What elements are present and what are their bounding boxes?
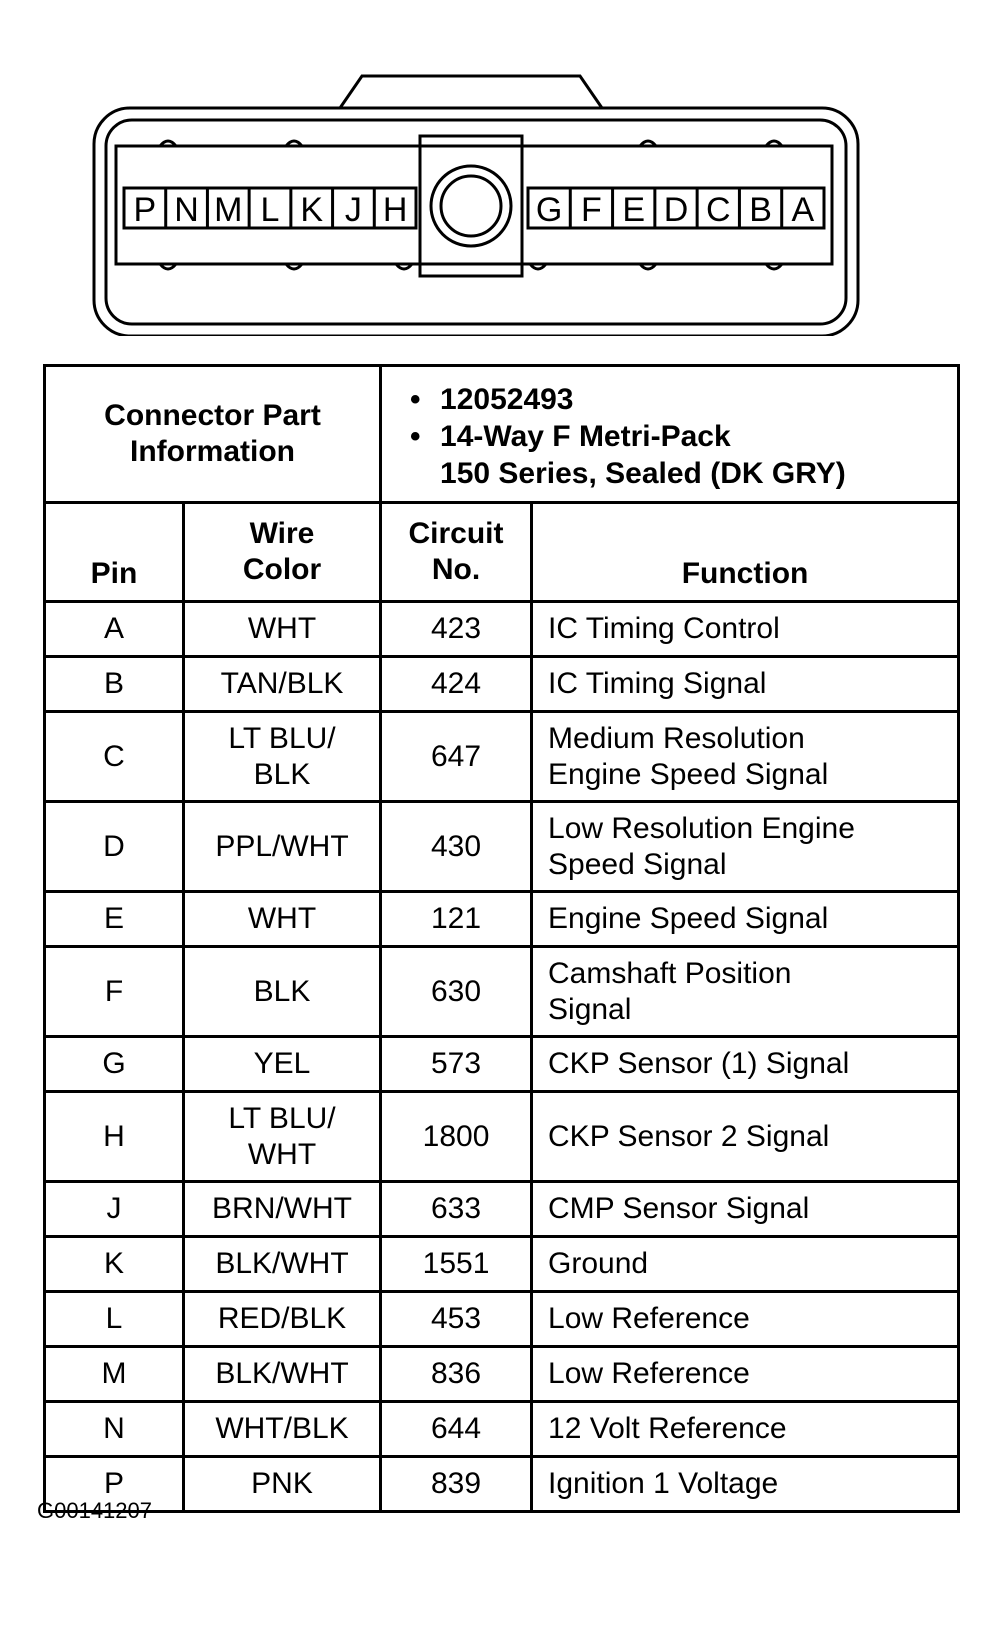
function-cell — [532, 1037, 959, 1092]
function-text: 12 Volt Reference — [548, 1412, 787, 1445]
pin-cell: M — [45, 1347, 184, 1402]
header-wire-color-line1: Wire — [249, 517, 315, 550]
wire-color-cell — [184, 1402, 381, 1457]
pin-cavity-label: L — [260, 191, 280, 229]
circuit-cell: 424 — [381, 657, 532, 712]
pin-cavity-label: G — [535, 191, 563, 229]
function-text: Medium Resolution — [548, 721, 805, 755]
pin-cavity-label: M — [214, 191, 243, 229]
function-cell — [532, 657, 959, 712]
table-row — [45, 802, 959, 892]
function-cell — [532, 1402, 959, 1457]
circuit-cell: 423 — [381, 602, 532, 657]
table-row — [45, 657, 959, 712]
header-pin: Pin — [45, 503, 184, 602]
pinout-table — [43, 364, 960, 1513]
table-row — [45, 892, 959, 947]
table-row — [45, 1402, 959, 1457]
connector-info-label — [45, 366, 381, 503]
wire-color-text: TAN/BLK — [220, 667, 344, 700]
function-text: CKP Sensor (1) Signal — [548, 1047, 850, 1080]
table-row — [45, 1037, 959, 1092]
connector-description-line2: 150 Series, Sealed (DK GRY) — [440, 456, 846, 490]
wire-color-text: BLK/WHT — [215, 1357, 349, 1390]
pin-cell: D — [45, 802, 184, 892]
function-text: Low Reference — [548, 1302, 750, 1335]
wire-color-text: WHT — [247, 902, 317, 935]
circuit-cell: 573 — [381, 1037, 532, 1092]
wire-color-cell — [184, 1237, 381, 1292]
connector-face-diagram — [90, 66, 910, 336]
pin-cell: H — [45, 1092, 184, 1182]
connector-info-label-line2: Information — [130, 435, 295, 468]
pin-row-left — [134, 188, 408, 229]
pin-cavity-label: P — [133, 191, 157, 229]
function-text: IC Timing Control — [548, 612, 780, 645]
header-circuit-no — [381, 503, 532, 602]
pin-cavity-label: N — [174, 191, 199, 229]
table-row — [45, 1092, 959, 1182]
function-cell — [532, 1237, 959, 1292]
pin-cavity-label: J — [344, 191, 362, 229]
wire-color-cell — [184, 1292, 381, 1347]
pin-cavity-label: K — [300, 191, 324, 229]
table-row — [45, 1347, 959, 1402]
pin-cavity-label: C — [706, 191, 731, 229]
circuit-cell: 647 — [381, 712, 532, 802]
circuit-cell: 430 — [381, 802, 532, 892]
wire-color-cell — [184, 602, 381, 657]
pin-cell: P — [45, 1457, 184, 1512]
wire-color-text: LT BLU/ — [228, 1101, 336, 1135]
circuit-cell: 633 — [381, 1182, 532, 1237]
wire-color-cell — [184, 802, 381, 892]
wire-color-text: WHT — [247, 1137, 317, 1171]
function-text: IC Timing Signal — [548, 667, 767, 700]
circuit-cell: 644 — [381, 1402, 532, 1457]
wire-color-text: BLK — [253, 974, 311, 1008]
table-row — [45, 1182, 959, 1237]
table-row — [45, 947, 959, 1037]
wire-color-text: BRN/WHT — [212, 1192, 352, 1225]
connector-info-row — [45, 366, 959, 503]
function-cell — [532, 1182, 959, 1237]
function-cell — [532, 947, 959, 1037]
wire-color-text: BLK — [253, 757, 311, 791]
header-circuit-line2: No. — [431, 553, 481, 586]
wire-color-cell — [184, 1457, 381, 1512]
function-text: Engine Speed Signal — [548, 902, 829, 935]
function-cell — [532, 802, 959, 892]
wire-color-text: RED/BLK — [217, 1302, 347, 1335]
part-number: • 12052493 — [440, 381, 957, 418]
function-cell — [532, 1347, 959, 1402]
table-row — [45, 712, 959, 802]
circuit-cell: 453 — [381, 1292, 532, 1347]
function-cell — [532, 712, 959, 802]
pin-cavity-label: B — [749, 191, 772, 229]
pin-cell: C — [45, 712, 184, 802]
wire-color-text: LT BLU/ — [228, 721, 336, 755]
function-cell — [532, 1457, 959, 1512]
table-header-row — [45, 503, 959, 602]
pin-cell: E — [45, 892, 184, 947]
pin-cell: N — [45, 1402, 184, 1457]
header-wire-color — [184, 503, 381, 602]
function-cell — [532, 1292, 959, 1347]
function-text: Speed Signal — [548, 847, 727, 881]
wire-color-text: BLK/WHT — [215, 1247, 349, 1280]
wire-color-cell — [184, 947, 381, 1037]
wire-color-cell — [184, 892, 381, 947]
wire-color-cell — [184, 712, 381, 802]
function-text: CMP Sensor Signal — [548, 1192, 810, 1225]
pin-cell: F — [45, 947, 184, 1037]
wire-color-cell — [184, 1182, 381, 1237]
function-text: Engine Speed Signal — [548, 757, 829, 791]
connector-info-label-line1: Connector Part — [104, 399, 321, 432]
function-text: Ground — [548, 1247, 649, 1280]
circuit-cell: 836 — [381, 1347, 532, 1402]
wire-color-text: WHT — [247, 612, 317, 645]
function-text: CKP Sensor 2 Signal — [548, 1119, 830, 1153]
circuit-cell: 121 — [381, 892, 532, 947]
circuit-cell: 839 — [381, 1457, 532, 1512]
header-function: Function — [532, 503, 959, 602]
pin-row-right — [536, 188, 815, 229]
circuit-cell: 1551 — [381, 1237, 532, 1292]
pin-cavity-label: H — [382, 191, 408, 229]
function-text: Ignition 1 Voltage — [548, 1467, 779, 1500]
wire-color-text: WHT/BLK — [215, 1412, 349, 1445]
wire-color-text: PPL/WHT — [215, 829, 349, 863]
header-circuit-line1: Circuit — [408, 517, 504, 550]
function-text: Camshaft Position — [548, 956, 792, 990]
pin-cell: G — [45, 1037, 184, 1092]
pin-cavity-label: D — [663, 191, 689, 229]
wire-color-text: YEL — [253, 1047, 311, 1080]
header-wire-color-line2: Color — [242, 553, 322, 586]
function-text: Low Reference — [548, 1357, 750, 1390]
table-row — [45, 1237, 959, 1292]
connector-description — [440, 418, 957, 492]
figure-id: G00141207 — [37, 1498, 152, 1523]
circuit-cell: 630 — [381, 947, 532, 1037]
pin-rows — [45, 602, 959, 1512]
wire-color-cell — [184, 657, 381, 712]
pin-cell: J — [45, 1182, 184, 1237]
connector-description-line1: 14-Way F Metri-Pack — [440, 419, 731, 453]
connector-info-value — [381, 366, 959, 503]
circuit-cell: 1800 — [381, 1092, 532, 1182]
function-cell — [532, 602, 959, 657]
table-row — [45, 1292, 959, 1347]
pin-cell: L — [45, 1292, 184, 1347]
pin-cavity-label: F — [581, 191, 602, 229]
function-text: Signal — [548, 992, 632, 1026]
function-cell — [532, 1092, 959, 1182]
pin-cell: A — [45, 602, 184, 657]
pin-cell: K — [45, 1237, 184, 1292]
table-row — [45, 1457, 959, 1512]
wire-color-cell — [184, 1347, 381, 1402]
table-row — [45, 602, 959, 657]
pin-cavity-label: E — [622, 191, 646, 229]
pin-cell: B — [45, 657, 184, 712]
function-text: Low Resolution Engine — [548, 811, 855, 845]
wire-color-cell — [184, 1092, 381, 1182]
pin-cavity-label: A — [791, 191, 815, 229]
function-cell — [532, 892, 959, 947]
wire-color-cell — [184, 1037, 381, 1092]
wire-color-text: PNK — [251, 1467, 313, 1500]
